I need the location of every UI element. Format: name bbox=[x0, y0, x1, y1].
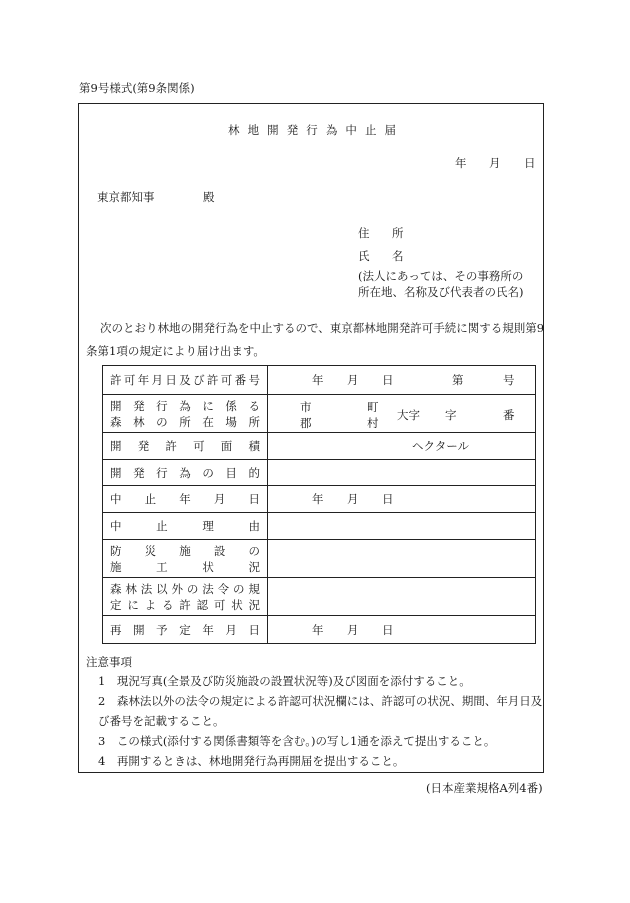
label-disaster-prevention: 防 災 施 設 の 施 工 状 況 bbox=[103, 540, 268, 578]
applicant-name-label-a: 氏 bbox=[358, 249, 370, 263]
row-suspension-reason bbox=[103, 513, 536, 540]
value-resumption-date[interactable]: 年 月 日 bbox=[268, 616, 536, 644]
row-disaster-prevention bbox=[103, 540, 536, 578]
body-text-2: 条第1項の規定により届け出ます。 bbox=[86, 344, 265, 358]
form-number: 第9号様式(第9条関係) bbox=[79, 81, 195, 95]
value-suspension-reason[interactable] bbox=[268, 513, 536, 540]
label-permit-date-number: 許 可 年 月 日 及 び 許 可 番 号 bbox=[103, 366, 268, 395]
note-1: 1 現況写真(全景及び防災施設の設置状況等)及び図面を添付すること。 bbox=[98, 674, 471, 688]
note-4: 4 再開するときは、林地開発行為再開届を提出すること。 bbox=[98, 754, 405, 768]
applicant-address-label-b: 所 bbox=[392, 226, 404, 240]
label-resumption-date: 再 開 予 定 年 月 日 bbox=[103, 616, 268, 644]
value-disaster-prevention[interactable] bbox=[268, 540, 536, 578]
applicant-address-label-a: 住 bbox=[358, 226, 370, 240]
row-other-permits bbox=[103, 578, 536, 616]
label-suspension-date: 中 止 年 月 日 bbox=[103, 486, 268, 513]
details-table bbox=[102, 365, 536, 644]
row-permit-date-number bbox=[103, 366, 536, 395]
label-permit-area: 開 発 許 可 面 積 bbox=[103, 433, 268, 460]
applicant-name-label-b: 名 bbox=[392, 249, 404, 263]
date-day: 日 bbox=[524, 156, 536, 170]
label-forest-location: 開 発 行 為 に 係 る 森 林 の 所 在 場 所 bbox=[103, 395, 268, 433]
value-permit-area[interactable]: ヘクタール bbox=[268, 433, 536, 460]
row-forest-location bbox=[103, 395, 536, 433]
row-suspension-date bbox=[103, 486, 536, 513]
applicant-note-1: (法人にあっては、その事務所の bbox=[358, 269, 524, 283]
addressee-name: 東京都知事 bbox=[97, 190, 155, 204]
note-3: 3 この様式(添付する関係書類等を含む。)の写し1通を添えて提出すること。 bbox=[98, 734, 496, 748]
row-purpose bbox=[103, 460, 536, 486]
value-suspension-date[interactable]: 年 月 日 bbox=[268, 486, 536, 513]
body-text-1: 次のとおり林地の開発行為を中止するので、東京都林地開発許可手続に関する規則第9 bbox=[100, 321, 545, 335]
row-permit-area bbox=[103, 433, 536, 460]
value-other-permits[interactable] bbox=[268, 578, 536, 616]
value-purpose[interactable] bbox=[268, 460, 536, 486]
note-2a: 2 森林法以外の法令の規定による許認可状況欄には、許認可の状況、期間、年月日及 bbox=[98, 694, 543, 708]
date-month: 月 bbox=[489, 156, 501, 170]
footer-paper-size: (日本産業規格A列4番) bbox=[426, 781, 543, 795]
notes-heading: 注意事項 bbox=[86, 655, 132, 669]
form-title: 林 地 開 発 行 為 中 止 届 bbox=[228, 123, 396, 137]
date-year: 年 bbox=[455, 156, 467, 170]
label-other-permits: 森 林 法 以 外 の 法 令 の 規 定 に よ る 許 認 可 状 況 bbox=[103, 578, 268, 616]
label-purpose: 開 発 行 為 の 目 的 bbox=[103, 460, 268, 486]
value-forest-location[interactable]: 市 郡 町 村 大字 字 番 bbox=[268, 395, 536, 433]
applicant-note-2: 所在地、名称及び代表者の氏名) bbox=[358, 285, 524, 299]
note-2b: び番号を記載すること。 bbox=[98, 714, 225, 728]
label-suspension-reason: 中 止 理 由 bbox=[103, 513, 268, 540]
addressee-honorific: 殿 bbox=[203, 190, 215, 204]
row-resumption-date bbox=[103, 616, 536, 644]
value-permit-date-number[interactable]: 年 月 日 第 号 bbox=[268, 366, 536, 395]
